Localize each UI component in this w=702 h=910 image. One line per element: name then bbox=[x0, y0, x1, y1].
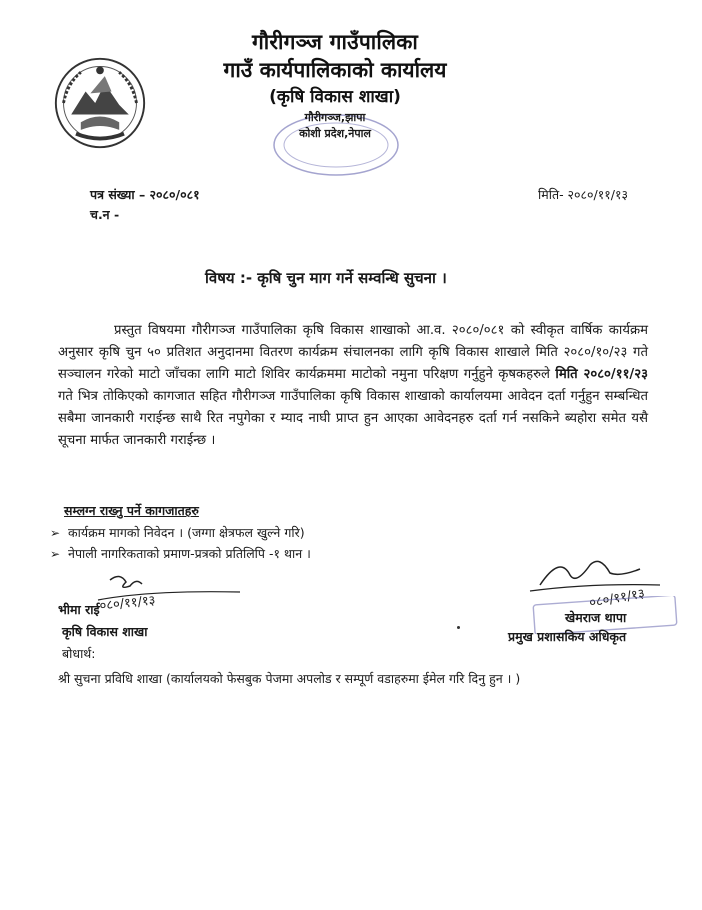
subject-line: विषय :- कृषि चुन माग गर्ने सम्वन्धि सुचना । bbox=[205, 269, 447, 287]
cc-recipient: श्री सुचना प्रविधि शाखा (कार्यालयको फेसबुक पेजमा अपलोड र सम्पूर्ण वडाहरुमा ईमेल गरि दिनु हुन । ) bbox=[58, 671, 521, 686]
arrow-bullet-icon: ➢ bbox=[50, 547, 61, 561]
office-address-city: गौरीगञ्ज,झापा bbox=[304, 111, 366, 124]
letter-number: पत्र संख्या – २०८०/०८१ bbox=[90, 187, 200, 202]
municipality-name: गौरीगञ्ज गाउँपालिका bbox=[251, 30, 419, 54]
body-paragraph bbox=[58, 320, 648, 452]
left-signature bbox=[90, 570, 250, 620]
office-address-province: कोशी प्रदेश,नेपाल bbox=[299, 127, 371, 140]
right-handwritten-date: ०८०/११/१३ bbox=[588, 586, 646, 611]
attachments-heading: सम्लग्न राख्नु पर्ने कागजातहरु bbox=[64, 503, 199, 518]
branch-name: (कृषि विकास शाखा) bbox=[269, 87, 401, 107]
cc-heading: बोधार्थ: bbox=[62, 646, 96, 661]
body-text-part1: प्रस्तुत विषयमा गौरीगञ्ज गाउँपालिका कृषि विकास शाखाको आ.व. २०८०/०८१ को स्वीकृत वार्षिक कार्यक्रम अनुसार कृषि चुन ५० प्रतिशत अनुदानमा वितरण कार्यक्रम संचालनका लागि कृषि विकास शाखाले मिति २०८०/१०/२३ गते सञ्चालन गरेको माटो जाँचका लागि माटो शिविर कार्यक्रममा माटोको नमुना परिक्षण गर्नुहुने कृषकहरुले bbox=[58, 323, 648, 382]
right-signatory-title: प्रमुख प्रशासकिय अधिकृत bbox=[508, 629, 627, 644]
body-text-part2: गते भित्र तोकिएको कागजात सहित गौरीगञ्ज गाउँपालिका कृषि विकास शाखाको कार्यालयमा आवेदन दर्ता गर्नुहुन सम्बन्धित सबैमा जानकारी गराईन्छ साथै रित नपुगेका र म्याद नाघी प्राप्त हुन आएका आवेदनहरु दर्ता गर्न नसकिने ब्यहोरा समेत यसै सूचना मार्फत जानकारी गराईन्छ । bbox=[58, 389, 648, 448]
attachment-item: ➢ नेपाली नागरिकताको प्रमाण-प्रत्रको प्रतिलिपि -१ थान । bbox=[50, 546, 311, 561]
right-signatory-name: खेमराज थापा bbox=[565, 610, 627, 625]
left-handwritten-date: ०८०/११/१३ bbox=[98, 593, 157, 614]
arrow-bullet-icon: ➢ bbox=[50, 526, 61, 540]
deadline-date: मिति २०८०/११/२३ bbox=[555, 367, 648, 382]
dispatch-number: च.न - bbox=[90, 207, 120, 222]
office-name: गाउँ कार्यपालिकाको कार्यालय bbox=[223, 58, 447, 82]
nepal-government-emblem-icon bbox=[52, 55, 148, 151]
left-signatory-department: कृषि विकास शाखा bbox=[62, 624, 148, 639]
ink-dot bbox=[457, 626, 460, 629]
left-signatory-name: भीमा राई bbox=[58, 602, 100, 617]
letter-date: मिति- २०८०/११/१३ bbox=[538, 187, 628, 202]
attachment-item: ➢ कार्यक्रम मागको निवेदन । (जग्गा क्षेत्रफल खुल्ने गरि) bbox=[50, 525, 305, 540]
